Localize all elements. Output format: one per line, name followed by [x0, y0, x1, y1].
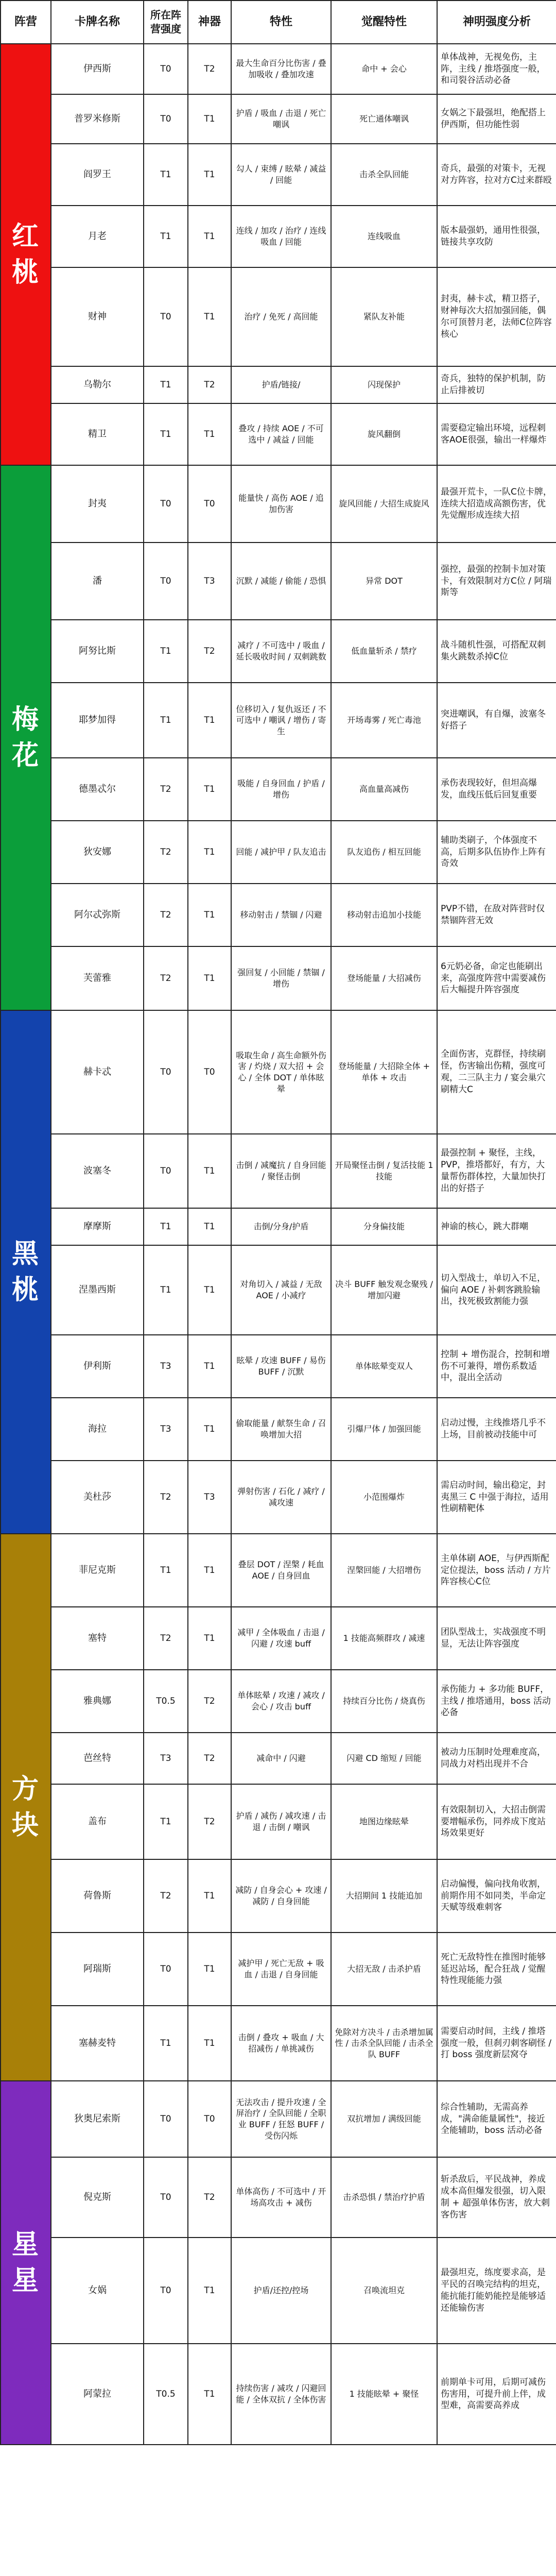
trait-cell: 减疗 / 不可选中 / 吸血 / 延长吸收时间 / 双刺跳数 — [231, 620, 331, 683]
trait-cell: 叠层 DOT / 涅槃 / 耗血 AOE / 自身回血 — [231, 1534, 331, 1607]
card-name: 德墨忒尔 — [51, 758, 144, 821]
card-name: 财神 — [51, 267, 144, 366]
trait-cell: 对角切入 / 减益 / 无敌 AOE / 小减疗 — [231, 1245, 331, 1335]
analysis-cell: 团队型战士，实战强度不明显，无法让阵容强度 — [437, 1607, 556, 1670]
header-row — [1, 1, 556, 44]
artifact-tier: T1 — [188, 403, 231, 465]
artifact-tier: T1 — [188, 2344, 231, 2445]
trait-cell: 弹射伤害 / 石化 / 减疗 / 减攻速 — [231, 1461, 331, 1534]
artifact-tier: T2 — [188, 620, 231, 683]
analysis-cell: 6元奶必备，命定也能刷出来，高强度阵营中需要减伤后大幅提升阵容强度 — [437, 946, 556, 1010]
artifact-tier: T1 — [188, 1933, 231, 2006]
card-name: 伊利斯 — [51, 1335, 144, 1398]
table-row — [1, 465, 556, 543]
table-row — [1, 267, 556, 366]
trait-cell: 能量快 / 高伤 AOE / 追加伤害 — [231, 465, 331, 543]
analysis-cell: 突进嘲讽，有自爆，波塞冬好搭子 — [437, 683, 556, 758]
awaken-cell: 1 技能高频群攻 / 减速 — [331, 1607, 437, 1670]
table-row — [1, 1208, 556, 1245]
analysis-cell: 最强开荒卡，一队C位卡牌，连续大招造成高额伤害，优先觉醒形成连续大招 — [437, 465, 556, 543]
artifact-tier: T1 — [188, 946, 231, 1010]
trait-cell: 击倒/分身/护盾 — [231, 1208, 331, 1245]
trait-cell: 位移切入 / 复仇返还 / 不可选中 / 嘲讽 / 增伤 / 寄生 — [231, 683, 331, 758]
faction-tier: T2 — [144, 758, 188, 821]
faction-tier: T1 — [144, 620, 188, 683]
header-awaken-trait: 觉醒特性 — [331, 1, 437, 44]
table-row — [1, 1461, 556, 1534]
table-row — [1, 1933, 556, 2006]
awaken-cell: 低血量斩杀 / 禁疗 — [331, 620, 437, 683]
artifact-tier: T3 — [188, 1461, 231, 1534]
card-name: 美杜莎 — [51, 1461, 144, 1534]
artifact-tier: T2 — [188, 2157, 231, 2238]
artifact-tier: T1 — [188, 1859, 231, 1933]
trait-cell: 减命中 / 闪避 — [231, 1733, 331, 1784]
table-row — [1, 946, 556, 1010]
artifact-tier: T1 — [188, 1335, 231, 1398]
faction-tier: T0 — [144, 1134, 188, 1208]
card-name: 月老 — [51, 206, 144, 267]
card-name: 荷鲁斯 — [51, 1859, 144, 1933]
table-row — [1, 1733, 556, 1784]
header-suit: 阵营 — [1, 1, 51, 44]
card-name: 阿尔忒弥斯 — [51, 884, 144, 946]
artifact-tier: T2 — [188, 1733, 231, 1784]
trait-cell: 减防 / 自身会心 + 攻速 / 减防 / 自身回能 — [231, 1859, 331, 1933]
analysis-cell: 奇兵，最强的对策卡，无视对方阵容，拉对方C过来群殴 — [437, 144, 556, 206]
faction-tier: T0 — [144, 2157, 188, 2238]
trait-cell: 无法攻击 / 提升攻速 / 全屏治疗 / 全队回能 / 全职业 BUFF / 狂怒 BUFF / 受伤闪烁 — [231, 2081, 331, 2157]
card-name: 精卫 — [51, 403, 144, 465]
faction-tier: T1 — [144, 683, 188, 758]
faction-tier: T1 — [144, 2006, 188, 2081]
faction-tier: T1 — [144, 1245, 188, 1335]
analysis-cell: 斩杀敌后，平民战神，养成成本高但爆发很强，切入限制 + 超强单体伤害，放大刺客伤害 — [437, 2157, 556, 2238]
awaken-cell: 登场能量 / 大招减伤 — [331, 946, 437, 1010]
card-name: 阿努比斯 — [51, 620, 144, 683]
trait-cell: 勾人 / 束缚 / 眩晕 / 减益 / 回能 — [231, 144, 331, 206]
artifact-tier: T1 — [188, 1245, 231, 1335]
trait-cell: 击倒 / 减魔抗 / 自身回能 / 聚怪击倒 — [231, 1134, 331, 1208]
analysis-cell: 控制 + 增伤混合，控制和增伤不可兼得，增伤系数适中，混出全活动 — [437, 1335, 556, 1398]
trait-cell: 移动射击 / 禁锢 / 闪避 — [231, 884, 331, 946]
card-name: 阿瑞斯 — [51, 1933, 144, 2006]
table-row — [1, 1534, 556, 1607]
analysis-cell: 全面伤害，克群怪，持续刷怪，伤害输出伤精，强度可观，二三队主力 / 宴会巢穴刷精大C — [437, 1010, 556, 1134]
awaken-cell: 死亡通体嘲讽 — [331, 94, 437, 144]
header-trait: 特性 — [231, 1, 331, 44]
table-row — [1, 2006, 556, 2081]
artifact-tier: T1 — [188, 94, 231, 144]
analysis-cell: 前期单卡可用，后期可减伤伤害用，可提升前上伴，成型难，高需要高养成 — [437, 2344, 556, 2445]
awaken-cell: 旋风回能 / 大招生成旋风 — [331, 465, 437, 543]
awaken-cell: 登场能量 / 大招除全体 + 单体 + 攻击 — [331, 1010, 437, 1134]
analysis-cell: 女娲之下最强坦，绝配搭上伊西斯，但功能性弱 — [437, 94, 556, 144]
card-name: 伊西斯 — [51, 44, 144, 94]
card-name: 涅墨西斯 — [51, 1245, 144, 1335]
artifact-tier: T2 — [188, 1784, 231, 1859]
table-row — [1, 1607, 556, 1670]
faction-tier: T0 — [144, 543, 188, 620]
trait-cell: 眩晕 / 攻速 BUFF / 易伤 BUFF / 沉默 — [231, 1335, 331, 1398]
artifact-tier: T1 — [188, 821, 231, 884]
table-row — [1, 1335, 556, 1398]
analysis-cell: 强控，最强的控制卡加对策卡，有效限制对方C位 / 阿瑞斯等 — [437, 543, 556, 620]
awaken-cell: 闪现保护 — [331, 366, 437, 403]
faction-tier: T0 — [144, 465, 188, 543]
awaken-cell: 高血量高减伤 — [331, 758, 437, 821]
artifact-tier: T1 — [188, 1208, 231, 1245]
faction-tier: T0.5 — [144, 2344, 188, 2445]
table-row — [1, 403, 556, 465]
awaken-cell: 持续百分比伤 / 烧真伤 — [331, 1670, 437, 1733]
card-name: 封夷 — [51, 465, 144, 543]
awaken-cell: 决斗 BUFF 触发观念聚残 / 增加闪避 — [331, 1245, 437, 1335]
analysis-cell: 单体战神，无视免伤，主阵，主线 / 推塔强度一般，和司裂谷活动必备 — [437, 44, 556, 94]
awaken-cell: 连线吸血 — [331, 206, 437, 267]
trait-cell: 吸能 / 自身回血 / 护盾 / 增伤 — [231, 758, 331, 821]
awaken-cell: 命中 + 会心 — [331, 44, 437, 94]
awaken-cell: 1 技能眩晕 + 聚怪 — [331, 2344, 437, 2445]
faction-tier: T1 — [144, 1534, 188, 1607]
awaken-cell: 地图边缘眩晕 — [331, 1784, 437, 1859]
table-row — [1, 2238, 556, 2344]
table-row — [1, 2081, 556, 2157]
trait-cell: 治疗 / 免死 / 高回能 — [231, 267, 331, 366]
suit-label: 星星 — [1, 2081, 51, 2445]
faction-tier: T0 — [144, 1933, 188, 2006]
artifact-tier: T1 — [188, 2238, 231, 2344]
analysis-cell: 神谕的核心，跳大群嘲 — [437, 1208, 556, 1245]
faction-tier: T1 — [144, 403, 188, 465]
awaken-cell: 队友追伤 / 相互回能 — [331, 821, 437, 884]
trait-cell: 击倒 / 叠攻 + 吸血 / 大招减伤 / 单挑减伤 — [231, 2006, 331, 2081]
card-name: 潘 — [51, 543, 144, 620]
trait-cell: 吸取生命 / 高生命额外伤害 / 灼烧 / 双大招 + 会心 / 全体 DOT / 单体眩晕 — [231, 1010, 331, 1134]
header-analysis: 神明强度分析 — [437, 1, 556, 44]
table-row — [1, 1010, 556, 1134]
card-name: 芙蕾雅 — [51, 946, 144, 1010]
card-name: 阎罗王 — [51, 144, 144, 206]
trait-cell: 护盾 / 吸血 / 击退 / 死亡嘲讽 — [231, 94, 331, 144]
artifact-tier: T1 — [188, 1607, 231, 1670]
analysis-cell: 辅助类刷子，个体强度不高，后期多队伍协作上阵有奇效 — [437, 821, 556, 884]
awaken-cell: 引爆尸体 / 加强回能 — [331, 1398, 437, 1461]
analysis-cell: 最强坦克，练度要求高，是平民的召唤完结构的坦克，能抗能打能奶能控是能够适还能输伤害 — [437, 2238, 556, 2344]
faction-tier: T3 — [144, 1398, 188, 1461]
analysis-cell: 最强控制 + 聚怪，主线，PVP，推塔都好，有方，大量帮伤群体控，大量加快打出的好搭子 — [437, 1134, 556, 1208]
header-artifact: 神器 — [188, 1, 231, 44]
analysis-cell: 有效限制切入，大招击倒需要增幅承伤，同养成下度站场效果更好 — [437, 1784, 556, 1859]
faction-tier: T2 — [144, 1607, 188, 1670]
table-row — [1, 206, 556, 267]
artifact-tier: T1 — [188, 758, 231, 821]
analysis-cell: 需要稳定输出环境，远程刺客AOE很强，输出一样爆炸 — [437, 403, 556, 465]
analysis-cell: 死亡无敌特性在推图时能够延迟站场，配合狂战 / 觉醒特性现能能力强 — [437, 1933, 556, 2006]
trait-cell: 最大生命百分比伤害 / 叠加吸收 / 叠加攻速 — [231, 44, 331, 94]
trait-cell: 强回复 / 小回能 / 禁锢 / 增伤 — [231, 946, 331, 1010]
faction-tier: T3 — [144, 1733, 188, 1784]
analysis-cell: 需要启动时间，主线 / 推塔强度一般，但刹刃刺客刷怪 / 打 boss 强度新层窝夺 — [437, 2006, 556, 2081]
artifact-tier: T2 — [188, 1670, 231, 1733]
trait-cell: 护盾/链接/ — [231, 366, 331, 403]
table-row — [1, 94, 556, 144]
table-row — [1, 2157, 556, 2238]
faction-tier: T0 — [144, 44, 188, 94]
awaken-cell: 旋风翻倒 — [331, 403, 437, 465]
awaken-cell: 分身偏技能 — [331, 1208, 437, 1245]
card-name: 菲尼克斯 — [51, 1534, 144, 1607]
faction-tier: T0 — [144, 267, 188, 366]
artifact-tier: T1 — [188, 144, 231, 206]
table-row — [1, 1670, 556, 1733]
faction-tier: T1 — [144, 144, 188, 206]
awaken-cell: 小范围爆炸 — [331, 1461, 437, 1534]
table-row — [1, 620, 556, 683]
awaken-cell: 免除对方决斗 / 击杀增加属性 / 击杀全队回能 / 击杀全队 BUFF — [331, 2006, 437, 2081]
artifact-tier: T0 — [188, 465, 231, 543]
faction-tier: T2 — [144, 1461, 188, 1534]
faction-tier: T0 — [144, 2081, 188, 2157]
table-row — [1, 366, 556, 403]
awaken-cell: 大招无敌 / 击杀护盾 — [331, 1933, 437, 2006]
faction-tier: T1 — [144, 206, 188, 267]
artifact-tier: T1 — [188, 884, 231, 946]
trait-cell: 减甲 / 全体吸血 / 击退 / 闪避 / 攻速 buff — [231, 1607, 331, 1670]
awaken-cell: 涅槃回能 / 大招增伤 — [331, 1534, 437, 1607]
awaken-cell: 双抗增加 / 满级回能 — [331, 2081, 437, 2157]
table-row — [1, 1859, 556, 1933]
table-row — [1, 144, 556, 206]
artifact-tier: T1 — [188, 267, 231, 366]
card-name: 塞特 — [51, 1607, 144, 1670]
table-row — [1, 884, 556, 946]
awaken-cell: 召唤流坦克 — [331, 2238, 437, 2344]
table-row — [1, 683, 556, 758]
artifact-tier: T1 — [188, 1134, 231, 1208]
analysis-cell: 切入型战士，单切入不足，偏向 AOE / 补刺客跳脸输出，找死极致割能力强 — [437, 1245, 556, 1335]
trait-cell: 偷取能量 / 献祭生命 / 召唤增加大招 — [231, 1398, 331, 1461]
faction-tier: T3 — [144, 1335, 188, 1398]
card-name: 狄奥尼索斯 — [51, 2081, 144, 2157]
analysis-cell: 被动力压制时处理难度高，同战力对档出现并不合 — [437, 1733, 556, 1784]
awaken-cell: 击杀全队回能 — [331, 144, 437, 206]
table-row — [1, 1134, 556, 1208]
trait-cell: 沉默 / 减能 / 偷能 / 恐惧 — [231, 543, 331, 620]
awaken-cell: 闪避 CD 缩短 / 回能 — [331, 1733, 437, 1784]
faction-tier: T0 — [144, 94, 188, 144]
faction-tier: T1 — [144, 1208, 188, 1245]
awaken-cell: 开场毒雾 / 死亡毒池 — [331, 683, 437, 758]
trait-cell: 回能 / 减护甲 / 队友追击 — [231, 821, 331, 884]
card-name: 狄安娜 — [51, 821, 144, 884]
faction-tier: T2 — [144, 884, 188, 946]
table-row — [1, 543, 556, 620]
card-name: 倪克斯 — [51, 2157, 144, 2238]
card-name: 普罗米修斯 — [51, 94, 144, 144]
faction-tier: T0 — [144, 2238, 188, 2344]
artifact-tier: T1 — [188, 683, 231, 758]
trait-cell: 单体眩晕 / 攻速 / 减攻 / 会心 / 攻击 buff — [231, 1670, 331, 1733]
faction-tier: T1 — [144, 366, 188, 403]
faction-tier: T1 — [144, 1784, 188, 1859]
trait-cell: 叠攻 / 持续 AOE / 不可选中 / 减益 / 回能 — [231, 403, 331, 465]
awaken-cell: 紧队友补能 — [331, 267, 437, 366]
faction-tier: T2 — [144, 946, 188, 1010]
trait-cell: 连线 / 加攻 / 治疗 / 连线吸血 / 回能 — [231, 206, 331, 267]
analysis-cell: 战斗随机性强，可搭配双刺集火跳数杀掉C位 — [437, 620, 556, 683]
artifact-tier: T1 — [188, 1398, 231, 1461]
analysis-cell: 需启动时间，输出稳定，封夷黑三 C 中强于海拉，适用性刷精靶体 — [437, 1461, 556, 1534]
table-row — [1, 2344, 556, 2445]
suit-label: 黑桃 — [1, 1010, 51, 1534]
awaken-cell: 移动射击追加小技能 — [331, 884, 437, 946]
trait-cell: 护盾/还控/控场 — [231, 2238, 331, 2344]
suit-label: 方块 — [1, 1534, 51, 2081]
trait-cell: 单体高伤 / 不可选中 / 开场高攻击 + 减伤 — [231, 2157, 331, 2238]
awaken-cell: 开局聚怪击倒 / 复活技能 1 技能 — [331, 1134, 437, 1208]
awaken-cell: 异常 DOT — [331, 543, 437, 620]
analysis-cell: 封夷，赫卡忒，精卫搭子，财神每次大招加强回能，偶尔可顶替月老，法师C位阵容核心 — [437, 267, 556, 366]
table-row — [1, 1398, 556, 1461]
card-name: 女娲 — [51, 2238, 144, 2344]
card-name: 雅典娜 — [51, 1670, 144, 1733]
faction-tier: T0 — [144, 1010, 188, 1134]
card-name: 赫卡忒 — [51, 1010, 144, 1134]
awaken-cell: 单体眩晕变双人 — [331, 1335, 437, 1398]
trait-cell: 持续伤害 / 减攻 / 闪避回能 / 全体双抗 / 全体伤害 — [231, 2344, 331, 2445]
analysis-cell: PVP不错，在敌对阵营时仅禁锢阵营无效 — [437, 884, 556, 946]
faction-tier: T2 — [144, 821, 188, 884]
artifact-tier: T2 — [188, 44, 231, 94]
analysis-cell: 承伤表现较好，但坦高爆发，血线压低后回复重要 — [437, 758, 556, 821]
card-name: 波塞冬 — [51, 1134, 144, 1208]
faction-tier: T0.5 — [144, 1670, 188, 1733]
table-row — [1, 821, 556, 884]
header-faction-tier: 所在阵营强度 — [144, 1, 188, 44]
artifact-tier: T0 — [188, 1010, 231, 1134]
faction-tier: T2 — [144, 1859, 188, 1933]
artifact-tier: T0 — [188, 2081, 231, 2157]
awaken-cell: 大招期间 1 技能追加 — [331, 1859, 437, 1933]
card-name: 塞赫麦特 — [51, 2006, 144, 2081]
artifact-tier: T1 — [188, 206, 231, 267]
trait-cell: 减护甲 / 死亡无敌 + 吸血 / 击退 / 自身回能 — [231, 1933, 331, 2006]
table-row — [1, 44, 556, 94]
analysis-cell: 版本最强奶，通用性很强，链接共享攻防 — [437, 206, 556, 267]
analysis-cell: 启动过慢，主线推塔几乎不上场，目前被动技能中可 — [437, 1398, 556, 1461]
trait-cell: 护盾 / 减伤 / 减攻速 / 击退 / 击倒 / 嘲讽 — [231, 1784, 331, 1859]
analysis-cell: 承伤能力 + 多功能 BUFF，主线 / 推塔通用，boss 活动必备 — [437, 1670, 556, 1733]
suit-label: 红桃 — [1, 44, 51, 465]
artifact-tier: T1 — [188, 2006, 231, 2081]
table-row — [1, 758, 556, 821]
card-name: 芭丝特 — [51, 1733, 144, 1784]
artifact-tier: T3 — [188, 543, 231, 620]
suit-label: 梅花 — [1, 465, 51, 1010]
analysis-cell: 奇兵，独特的保护机制，防止后排被切 — [437, 366, 556, 403]
card-name: 乌勒尔 — [51, 366, 144, 403]
artifact-tier: T2 — [188, 366, 231, 403]
card-name: 耶梦加得 — [51, 683, 144, 758]
analysis-cell: 综合性辅助，无需高养成，"满命能量属性"，接近全能辅助，boss 活动必备 — [437, 2081, 556, 2157]
card-name: 盖布 — [51, 1784, 144, 1859]
card-name: 阿蒙拉 — [51, 2344, 144, 2445]
analysis-cell: 启动偏慢，偏向找角收割，前期作用不如同类，半命定天赋等级难刺客 — [437, 1859, 556, 1933]
card-name: 海拉 — [51, 1398, 144, 1461]
header-card-name: 卡牌名称 — [51, 1, 144, 44]
analysis-cell: 主单体刷 AOE，与伊西斯配定位提法，boss 活动 / 方片阵容核心C位 — [437, 1534, 556, 1607]
artifact-tier: T1 — [188, 1534, 231, 1607]
table-row — [1, 1784, 556, 1859]
awaken-cell: 击杀恐惧 / 禁治疗护盾 — [331, 2157, 437, 2238]
table-row — [1, 1245, 556, 1335]
card-name: 摩摩斯 — [51, 1208, 144, 1245]
